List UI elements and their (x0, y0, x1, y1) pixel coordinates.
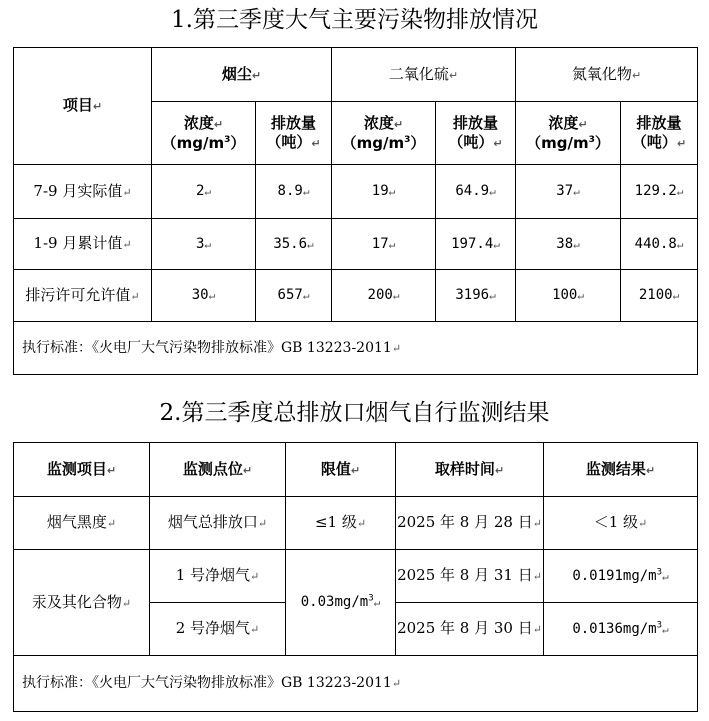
table-row (14, 270, 698, 322)
table-row (14, 550, 698, 603)
header-so2-conc: 浓度↵ $(mg/m^3)$ (332, 102, 436, 165)
monitor-point: 烟气总排放口↵ (150, 497, 286, 550)
header-limit: 限值↵ (286, 443, 396, 497)
monitor-point: 1 号净烟气↵ (150, 550, 286, 603)
table-row (14, 165, 698, 219)
table-row (14, 497, 698, 550)
limit-value: $0.03mg/m^3↵$ (286, 550, 396, 656)
cell-value: 2↵ (152, 165, 256, 219)
cell-value: 197.4↵ (436, 219, 516, 270)
cell-value: 3↵ (152, 219, 256, 270)
sample-time: 2025 年 8 月 31 日↵ (396, 550, 544, 603)
cell-value: 8.9↵ (256, 165, 332, 219)
header-so2: 二氧化硫↵ (332, 48, 516, 102)
monitor-item: 汞及其化合物↵ (14, 550, 150, 656)
cell-value: 200↵ (332, 270, 436, 322)
cell-value: 100↵ (516, 270, 621, 322)
emissions-table (13, 47, 698, 375)
header-result: 监测结果↵ (544, 443, 698, 497)
standard-note: 执行标准：《火电厂大气污染物排放标准》GB 13223-2011↵ (14, 656, 698, 712)
limit-value: ≤1 级↵ (286, 497, 396, 550)
header-nox: 氮氧化物↵ (516, 48, 698, 102)
cell-value: 440.8↵ (621, 219, 698, 270)
header-dust-conc: 浓度↵ $(mg/m^3)$ (152, 102, 256, 165)
result-value: ＜1 级↵ (544, 497, 698, 550)
cell-value: 37↵ (516, 165, 621, 219)
header-nox-emis: 排放量 （吨）↵ (621, 102, 698, 165)
cell-value: 38↵ (516, 219, 621, 270)
header-dust-emis: 排放量 （吨）↵ (256, 102, 332, 165)
result-value: $0.0191mg/m^3↵$ (544, 550, 698, 603)
header-sample-time: 取样时间↵ (396, 443, 544, 497)
monitoring-table (13, 442, 698, 712)
standard-note: 执行标准：《火电厂大气污染物排放标准》GB 13223-2011↵ (14, 322, 698, 375)
header-dust: 烟尘↵ (152, 48, 332, 102)
row-label: 1-9 月累计值↵ (14, 219, 152, 270)
section2-title: 2.第三季度总排放口烟气自行监测结果 (159, 400, 550, 426)
cell-value: 30↵ (152, 270, 256, 322)
cell-value: 657↵ (256, 270, 332, 322)
cell-value: 2100↵ (621, 270, 698, 322)
row-label: 7-9 月实际值↵ (14, 165, 152, 219)
cell-value: 19↵ (332, 165, 436, 219)
section1-title: 1.第三季度大气主要污染物排放情况 (171, 7, 538, 33)
cell-value: 17↵ (332, 219, 436, 270)
header-monitor-item: 监测项目↵ (14, 443, 150, 497)
row-label: 排污许可允许值↵ (14, 270, 152, 322)
cell-value: 64.9↵ (436, 165, 516, 219)
header-nox-conc: 浓度↵ $(mg/m^3)$ (516, 102, 621, 165)
table-row (14, 219, 698, 270)
monitor-item: 烟气黑度↵ (14, 497, 150, 550)
cell-value: 35.6↵ (256, 219, 332, 270)
monitor-point: 2 号净烟气↵ (150, 603, 286, 656)
cell-value: 129.2↵ (621, 165, 698, 219)
result-value: $0.0136mg/m^3↵$ (544, 603, 698, 656)
cell-value: 3196↵ (436, 270, 516, 322)
header-so2-emis: 排放量 （吨）↵ (436, 102, 516, 165)
header-item: 项目↵ (14, 48, 152, 165)
header-monitor-point: 监测点位↵ (150, 443, 286, 497)
sample-time: 2025 年 8 月 30 日↵ (396, 603, 544, 656)
sample-time: 2025 年 8 月 28 日↵ (396, 497, 544, 550)
